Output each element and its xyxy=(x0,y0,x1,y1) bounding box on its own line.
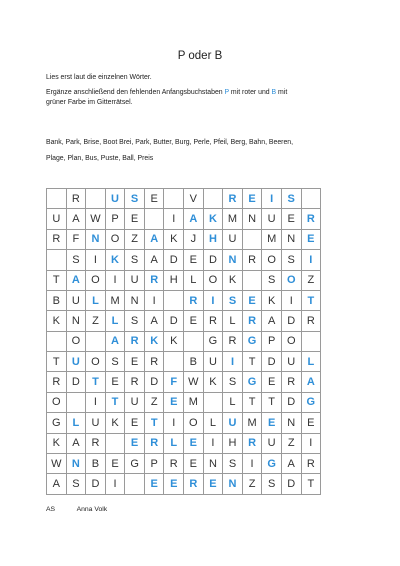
grid-cell[interactable]: O xyxy=(281,331,301,351)
grid-cell[interactable]: I xyxy=(144,290,164,310)
grid-cell[interactable]: U xyxy=(66,352,86,372)
instruction-text-1: Ergänze anschließend den fehlenden Anfangsbuchstaben xyxy=(46,89,225,96)
grid-cell[interactable]: V xyxy=(184,189,204,209)
grid-cell[interactable]: N xyxy=(203,453,223,473)
grid-cell[interactable]: K xyxy=(262,290,282,310)
grid-cell[interactable]: I xyxy=(105,474,125,494)
grid-cell[interactable]: A xyxy=(184,209,204,229)
grid-cell[interactable]: A xyxy=(105,331,125,351)
grid-cell[interactable]: E xyxy=(164,392,184,412)
grid-cell[interactable]: E xyxy=(242,189,262,209)
grid-cell[interactable]: L xyxy=(203,413,223,433)
grid-cell[interactable]: R xyxy=(301,209,321,229)
grid-cell[interactable]: S xyxy=(66,250,86,270)
grid-cell[interactable]: E xyxy=(203,474,223,494)
grid-cell[interactable]: S xyxy=(105,352,125,372)
grid-cell[interactable]: R xyxy=(223,331,243,351)
grid-row xyxy=(47,433,321,453)
grid-cell[interactable]: N xyxy=(125,290,145,310)
grid-cell[interactable]: K xyxy=(203,209,223,229)
grid-cell[interactable]: N xyxy=(242,209,262,229)
grid-cell[interactable] xyxy=(144,209,164,229)
grid-cell[interactable]: E xyxy=(125,433,145,453)
grid-cell[interactable]: S xyxy=(125,189,145,209)
grid-cell[interactable]: I xyxy=(203,433,223,453)
letter-b: B xyxy=(271,89,277,96)
grid-row xyxy=(47,392,321,412)
grid-cell[interactable]: I xyxy=(301,250,321,270)
grid-cell[interactable] xyxy=(184,331,204,351)
grid-cell[interactable]: R xyxy=(184,474,204,494)
grid-cell[interactable]: U xyxy=(281,352,301,372)
instruction-color: grüner Farbe im Gitterrätsel. xyxy=(46,99,133,106)
grid-row xyxy=(47,209,321,229)
grid-cell[interactable]: R xyxy=(184,290,204,310)
grid-cell[interactable]: D xyxy=(203,250,223,270)
grid-cell[interactable]: H xyxy=(164,270,184,290)
grid-cell[interactable]: J xyxy=(184,229,204,249)
grid-cell[interactable]: T xyxy=(262,392,282,412)
grid-cell[interactable]: R xyxy=(144,270,164,290)
grid-cell[interactable]: E xyxy=(262,413,282,433)
instruction-fill xyxy=(46,88,366,98)
grid-cell[interactable]: R xyxy=(66,189,86,209)
grid-cell[interactable]: E xyxy=(184,311,204,331)
grid-row xyxy=(47,331,321,351)
grid-cell[interactable]: P xyxy=(262,331,282,351)
footer xyxy=(46,506,127,513)
grid-cell[interactable]: T xyxy=(47,270,67,290)
grid-cell[interactable]: E xyxy=(184,250,204,270)
grid-cell[interactable]: I xyxy=(262,189,282,209)
grid-cell[interactable]: R xyxy=(203,311,223,331)
grid-row xyxy=(47,413,321,433)
grid-cell[interactable]: K xyxy=(164,229,184,249)
grid-cell[interactable]: Z xyxy=(281,433,301,453)
grid-cell[interactable]: K xyxy=(47,433,67,453)
grid-cell[interactable]: U xyxy=(125,392,145,412)
grid-cell[interactable]: E xyxy=(184,453,204,473)
grid-cell[interactable]: I xyxy=(105,270,125,290)
grid-cell[interactable]: H xyxy=(223,433,243,453)
grid-cell[interactable]: F xyxy=(66,229,86,249)
grid-row xyxy=(47,229,321,249)
grid-cell[interactable]: U xyxy=(105,189,125,209)
grid-cell[interactable]: O xyxy=(47,392,67,412)
grid-cell[interactable]: O xyxy=(86,270,106,290)
grid-cell[interactable] xyxy=(164,352,184,372)
grid-cell[interactable]: O xyxy=(262,250,282,270)
grid-cell[interactable]: G xyxy=(242,331,262,351)
grid-cell[interactable]: A xyxy=(144,250,164,270)
grid-cell[interactable]: A xyxy=(47,474,67,494)
grid-cell[interactable]: G xyxy=(47,413,67,433)
grid-cell[interactable]: T xyxy=(47,352,67,372)
grid-cell[interactable]: I xyxy=(86,392,106,412)
grid-cell[interactable]: U xyxy=(66,290,86,310)
grid-cell[interactable] xyxy=(203,189,223,209)
grid-cell[interactable]: U xyxy=(125,270,145,290)
grid-cell[interactable]: A xyxy=(281,453,301,473)
grid-row xyxy=(47,250,321,270)
grid-cell[interactable]: F xyxy=(164,372,184,392)
grid-cell[interactable]: N xyxy=(66,311,86,331)
grid-cell[interactable]: O xyxy=(281,270,301,290)
grid-cell[interactable]: R xyxy=(144,352,164,372)
grid-cell[interactable]: I xyxy=(86,250,106,270)
grid-cell[interactable]: G xyxy=(262,453,282,473)
grid-cell[interactable]: T xyxy=(86,372,106,392)
grid-cell[interactable] xyxy=(301,189,321,209)
grid-cell[interactable]: R xyxy=(281,372,301,392)
grid-cell[interactable]: A xyxy=(66,433,86,453)
grid-cell[interactable]: S xyxy=(66,474,86,494)
grid-cell[interactable]: Z xyxy=(125,229,145,249)
grid-cell[interactable]: T xyxy=(144,413,164,433)
grid-cell[interactable]: M xyxy=(242,413,262,433)
grid-cell[interactable] xyxy=(242,270,262,290)
grid-cell[interactable]: H xyxy=(203,229,223,249)
grid-cell[interactable]: K xyxy=(203,372,223,392)
grid-cell[interactable]: R xyxy=(47,229,67,249)
grid-cell[interactable]: O xyxy=(105,229,125,249)
grid-cell[interactable]: I xyxy=(164,209,184,229)
grid-row xyxy=(47,453,321,473)
grid-cell[interactable]: U xyxy=(262,433,282,453)
grid-row xyxy=(47,270,321,290)
grid-cell[interactable]: M xyxy=(105,290,125,310)
footer-code: AS xyxy=(46,506,56,513)
grid-cell[interactable]: A xyxy=(301,372,321,392)
grid-cell[interactable]: G xyxy=(242,372,262,392)
grid-cell[interactable]: O xyxy=(66,331,86,351)
grid-cell[interactable]: A xyxy=(144,229,164,249)
grid-cell[interactable] xyxy=(125,474,145,494)
instruction-text-2: mit roter und xyxy=(229,89,272,96)
footer-author: Anna Volk xyxy=(76,506,108,513)
grid-cell[interactable]: L xyxy=(86,290,106,310)
grid-cell[interactable] xyxy=(47,250,67,270)
grid-cell[interactable]: Z xyxy=(144,392,164,412)
grid-cell[interactable]: G xyxy=(125,453,145,473)
grid-cell[interactable] xyxy=(242,229,262,249)
grid-cell[interactable]: L xyxy=(223,311,243,331)
word-search-grid xyxy=(46,188,321,495)
grid-cell[interactable]: L xyxy=(164,433,184,453)
grid-cell[interactable]: N xyxy=(281,229,301,249)
grid-row xyxy=(47,189,321,209)
grid-cell[interactable] xyxy=(164,189,184,209)
grid-row xyxy=(47,290,321,310)
grid-cell[interactable]: N xyxy=(223,474,243,494)
grid-cell[interactable]: S xyxy=(262,270,282,290)
grid-cell[interactable] xyxy=(47,331,67,351)
grid-cell[interactable] xyxy=(164,290,184,310)
grid-cell[interactable]: N xyxy=(281,413,301,433)
grid-cell[interactable]: D xyxy=(164,250,184,270)
grid-cell[interactable]: O xyxy=(203,270,223,290)
grid-cell[interactable]: G xyxy=(301,392,321,412)
grid-cell[interactable]: R xyxy=(144,433,164,453)
grid-cell[interactable]: R xyxy=(125,372,145,392)
grid-cell[interactable]: E xyxy=(184,433,204,453)
grid-cell[interactable]: I xyxy=(281,290,301,310)
grid-cell[interactable]: I xyxy=(223,352,243,372)
grid-cell[interactable]: T xyxy=(242,392,262,412)
word-list-line-2: Plage, Plan, Bus, Puste, Ball, Preis xyxy=(46,155,154,162)
grid-cell[interactable]: E xyxy=(125,413,145,433)
grid-cell[interactable]: L xyxy=(223,392,243,412)
grid-cell[interactable]: A xyxy=(66,270,86,290)
grid-cell[interactable]: R xyxy=(47,372,67,392)
grid-cell[interactable]: D xyxy=(262,352,282,372)
grid-cell[interactable]: S xyxy=(281,250,301,270)
grid-cell[interactable]: A xyxy=(144,311,164,331)
grid-cell[interactable]: R xyxy=(86,433,106,453)
grid-cell[interactable] xyxy=(86,331,106,351)
grid-cell[interactable]: O xyxy=(86,352,106,372)
grid-cell[interactable]: N xyxy=(223,250,243,270)
grid-cell[interactable]: I xyxy=(164,413,184,433)
grid-cell[interactable]: K xyxy=(144,331,164,351)
grid-cell[interactable]: A xyxy=(262,311,282,331)
page-title: P oder B xyxy=(177,50,223,62)
grid-cell[interactable]: D xyxy=(86,474,106,494)
grid-cell[interactable]: K xyxy=(105,250,125,270)
grid-cell[interactable]: I xyxy=(301,433,321,453)
grid-cell[interactable]: T xyxy=(301,474,321,494)
grid-cell[interactable]: E xyxy=(105,453,125,473)
grid-cell[interactable]: B xyxy=(86,453,106,473)
grid-cell[interactable]: E xyxy=(281,209,301,229)
grid-cell[interactable]: U xyxy=(47,209,67,229)
grid-cell[interactable]: D xyxy=(164,311,184,331)
grid-cell[interactable]: E xyxy=(262,372,282,392)
grid-cell[interactable]: K xyxy=(223,270,243,290)
grid-cell[interactable]: D xyxy=(281,474,301,494)
grid-cell[interactable]: D xyxy=(66,372,86,392)
grid-cell[interactable]: U xyxy=(203,352,223,372)
grid-cell[interactable]: M xyxy=(184,392,204,412)
grid-cell[interactable]: R xyxy=(223,189,243,209)
grid-cell[interactable]: T xyxy=(301,290,321,310)
grid-cell[interactable]: R xyxy=(242,250,262,270)
grid-cell[interactable]: L xyxy=(105,311,125,331)
grid-cell[interactable]: S xyxy=(223,290,243,310)
letter-p: P xyxy=(224,89,230,96)
grid-cell[interactable]: E xyxy=(144,474,164,494)
grid-cell[interactable]: W xyxy=(47,453,67,473)
grid-cell[interactable]: E xyxy=(242,290,262,310)
instruction-read: Lies erst laut die einzelnen Wörter. xyxy=(46,74,152,81)
grid-cell[interactable]: D xyxy=(281,311,301,331)
grid-cell[interactable]: E xyxy=(125,352,145,372)
grid-cell[interactable]: Z xyxy=(86,311,106,331)
grid-row xyxy=(47,372,321,392)
grid-cell[interactable]: E xyxy=(125,209,145,229)
grid-row xyxy=(47,352,321,372)
grid-cell[interactable]: R xyxy=(301,311,321,331)
grid-cell[interactable]: E xyxy=(301,413,321,433)
grid-cell[interactable]: M xyxy=(262,229,282,249)
grid-cell[interactable]: W xyxy=(86,209,106,229)
grid-cell[interactable]: B xyxy=(47,290,67,310)
grid-cell[interactable]: R xyxy=(164,453,184,473)
grid-cell[interactable]: S xyxy=(281,189,301,209)
grid-cell[interactable]: W xyxy=(184,372,204,392)
grid-cell[interactable]: R xyxy=(125,331,145,351)
grid-cell[interactable]: S xyxy=(125,250,145,270)
grid-cell[interactable]: U xyxy=(262,209,282,229)
grid-cell[interactable]: T xyxy=(242,352,262,372)
grid-cell[interactable]: P xyxy=(105,209,125,229)
grid-cell[interactable] xyxy=(301,331,321,351)
grid-cell[interactable]: L xyxy=(66,413,86,433)
grid-cell[interactable] xyxy=(86,189,106,209)
grid-cell[interactable]: R xyxy=(301,453,321,473)
grid-cell[interactable]: D xyxy=(144,372,164,392)
grid-cell[interactable] xyxy=(66,392,86,412)
grid-cell[interactable]: S xyxy=(262,474,282,494)
grid-cell[interactable]: N xyxy=(86,229,106,249)
grid-cell[interactable]: D xyxy=(281,392,301,412)
grid-cell[interactable]: O xyxy=(184,413,204,433)
grid-cell[interactable]: S xyxy=(125,311,145,331)
instruction-text-3: mit xyxy=(276,89,288,96)
grid-cell[interactable]: S xyxy=(223,372,243,392)
grid-cell[interactable]: M xyxy=(223,209,243,229)
grid-cell[interactable]: I xyxy=(203,290,223,310)
grid-cell[interactable]: L xyxy=(301,352,321,372)
grid-row xyxy=(47,311,321,331)
grid-cell[interactable]: P xyxy=(144,453,164,473)
grid-cell[interactable]: Z xyxy=(242,474,262,494)
grid-cell[interactable]: U xyxy=(223,413,243,433)
grid-cell[interactable]: E xyxy=(105,372,125,392)
grid-cell[interactable]: R xyxy=(242,311,262,331)
grid-cell[interactable]: U xyxy=(223,229,243,249)
grid-cell[interactable] xyxy=(105,433,125,453)
grid-cell[interactable]: R xyxy=(242,433,262,453)
grid-cell[interactable]: S xyxy=(223,453,243,473)
grid-row xyxy=(47,474,321,494)
grid-cell[interactable]: E xyxy=(144,189,164,209)
grid-cell[interactable] xyxy=(47,189,67,209)
grid-cell[interactable]: Z xyxy=(301,270,321,290)
grid-cell[interactable]: U xyxy=(86,413,106,433)
grid-cell[interactable]: A xyxy=(66,209,86,229)
grid-cell[interactable]: N xyxy=(66,453,86,473)
grid-cell[interactable]: L xyxy=(184,270,204,290)
grid-cell[interactable]: E xyxy=(301,229,321,249)
grid-cell[interactable]: I xyxy=(242,453,262,473)
grid-cell[interactable]: E xyxy=(164,474,184,494)
grid-cell[interactable]: K xyxy=(164,331,184,351)
grid-cell[interactable]: B xyxy=(184,352,204,372)
grid-cell[interactable] xyxy=(203,392,223,412)
grid-cell[interactable]: T xyxy=(105,392,125,412)
grid-cell[interactable]: K xyxy=(47,311,67,331)
grid-cell[interactable]: G xyxy=(203,331,223,351)
grid-cell[interactable]: K xyxy=(105,413,125,433)
word-list-line-1: Bank, Park, Brise, Boot Brei, Park, Butter, Burg, Perle, Pfeil, Berg, Bahn, Beeren, xyxy=(46,139,294,146)
